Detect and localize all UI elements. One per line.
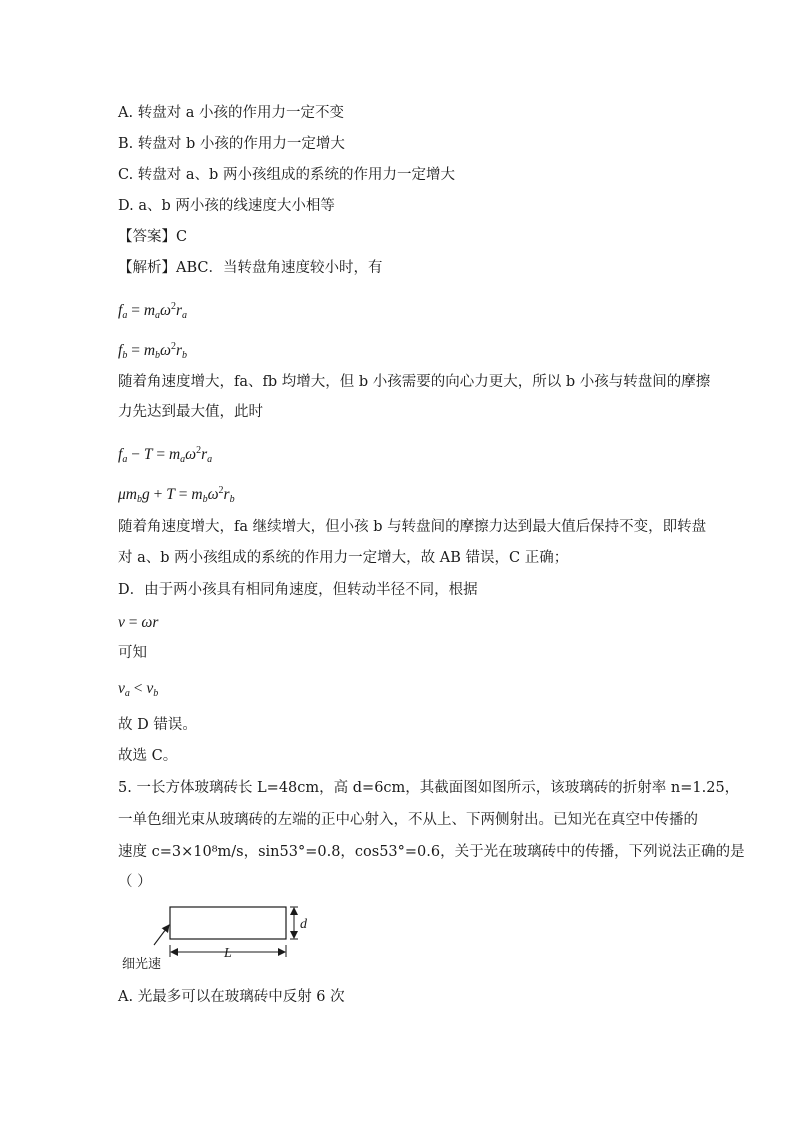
equation-fa: $f_a = m_a\omega^2r_a$: [118, 301, 188, 321]
kezhi: 可知: [118, 645, 147, 661]
equation-va-lt-vb: $v_a < v_b$: [118, 680, 159, 699]
q5-option-a: A. 光最多可以在玻璃砖中反射 6 次: [118, 989, 345, 1005]
para1-line2: 力先达到最大值，此时: [118, 404, 263, 420]
option-a: A. 转盘对 a 小孩的作用力一定不变: [118, 105, 345, 121]
q5-line2: 一单色细光束从玻璃砖的左端的正中心射入，不从上、下两侧射出。已知光在真空中传播的: [118, 812, 698, 828]
option-c: C. 转盘对 a、b 两小孩组成的系统的作用力一定增大: [118, 167, 455, 183]
q5-line1: 5. 一长方体玻璃砖长 L=48cm，高 d=6cm，其截面图如图所示，该玻璃砖的折射率 n=1.25，: [118, 780, 740, 796]
para1-line1: 随着角速度增大，fa、fb 均增大，但 b 小孩需要的向心力更大，所以 b 小孩与转盘间的摩擦: [118, 374, 711, 390]
analysis-intro: 【解析】ABC．当转盘角速度较小时，有: [118, 260, 383, 276]
label-d: d: [300, 917, 307, 932]
part-d-line: D．由于两小孩具有相同角速度，但转动半径不同，根据: [118, 582, 478, 598]
answer-line: 【答案】C: [118, 229, 188, 245]
choose-c: 故选 C。: [118, 748, 178, 764]
para2-line1: 随着角速度增大，fa 继续增大，但小孩 b 与转盘间的摩擦力达到最大值后保持不变，即转盘: [118, 519, 707, 535]
equation-fb: $f_b = m_b\omega^2r_b$: [118, 341, 188, 361]
glass-brick-diagram: [118, 895, 318, 975]
option-d: D. a、b 两小孩的线速度大小相等: [118, 198, 335, 214]
figure-caption: 细光速: [122, 956, 162, 971]
equation-v-omega-r: v = ωr: [118, 614, 159, 631]
equation-fa-minus-t: $f_a - T = m_a\omega^2r_a$: [118, 445, 213, 465]
option-b: B. 转盘对 b 小孩的作用力一定增大: [118, 136, 345, 152]
equation-mu-mbg: $\mu m_bg + T = m_b\omega^2r_b$: [118, 485, 235, 505]
light-beam-arrow: [154, 925, 169, 945]
label-L: L: [224, 946, 232, 961]
para2-line2: 对 a、b 两小孩组成的系统的作用力一定增大，故 AB 错误，C 正确；: [118, 550, 569, 566]
glass-brick-rect: [170, 907, 286, 939]
d-wrong: 故 D 错误。: [118, 717, 197, 733]
q5-bracket: （ ）: [118, 874, 152, 890]
q5-line3: 速度 c=3×10⁸m/s，sin53°=0.8，cos53°=0.6，关于光在玻璃砖中的传播，下列说法正确的是: [118, 844, 745, 860]
glass-brick-figure: [118, 895, 318, 975]
